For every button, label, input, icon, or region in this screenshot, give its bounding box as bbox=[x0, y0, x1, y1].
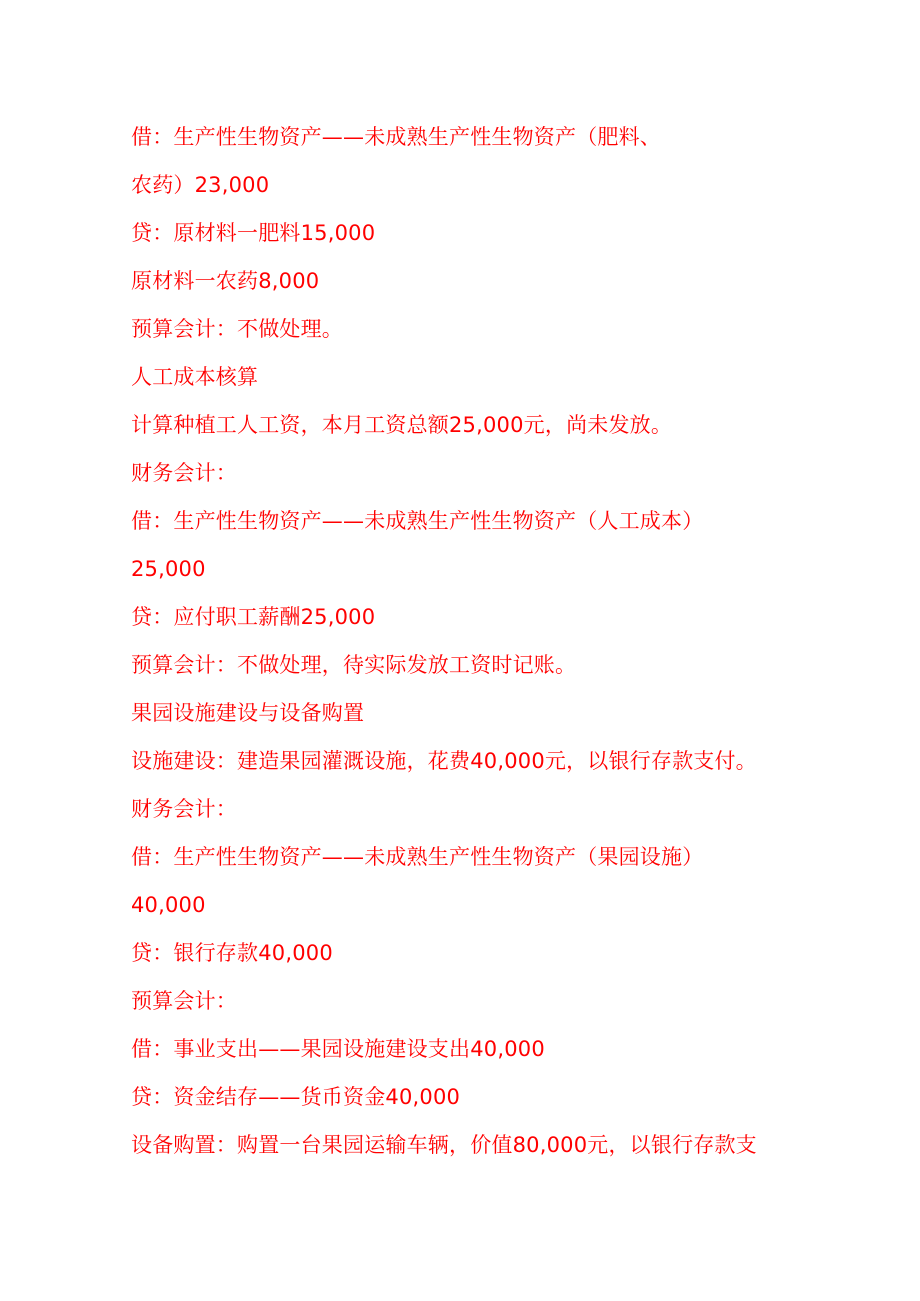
text-line: 贷：应付职工薪酬25,000 bbox=[131, 605, 376, 629]
text-line: 借：生产性生物资产——未成熟生产性生物资产（人工成本） bbox=[131, 509, 704, 533]
text-line: 40,000 bbox=[131, 893, 206, 917]
text-line: 25,000 bbox=[131, 557, 206, 581]
section-heading: 人工成本核算 bbox=[131, 365, 259, 389]
section-heading: 果园设施建设与设备购置 bbox=[131, 701, 365, 725]
text-line: 贷：原材料一肥料15,000 bbox=[131, 221, 376, 245]
document-body bbox=[131, 113, 811, 1169]
text-line: 借：生产性生物资产——未成熟生产性生物资产（肥料、 bbox=[131, 125, 661, 149]
text-line: 设施建设：建造果园灌溉设施，花费40,000元，以银行存款支付。 bbox=[131, 749, 757, 773]
text-line: 财务会计： bbox=[131, 461, 237, 485]
text-line: 设备购置：购置一台果园运输车辆，价值80,000元，以银行存款支 bbox=[131, 1133, 757, 1157]
text-line: 预算会计：不做处理，待实际发放工资时记账。 bbox=[131, 653, 577, 677]
text-line: 预算会计：不做处理。 bbox=[131, 317, 343, 341]
text-line: 贷：银行存款40,000 bbox=[131, 941, 333, 965]
text-line: 贷：资金结存——货币资金40,000 bbox=[131, 1085, 461, 1109]
text-line: 财务会计： bbox=[131, 797, 237, 821]
text-line: 借：事业支出——果园设施建设支出40,000 bbox=[131, 1037, 545, 1061]
text-line: 借：生产性生物资产——未成熟生产性生物资产（果园设施） bbox=[131, 845, 704, 869]
text-line: 农药）23,000 bbox=[131, 173, 270, 197]
text-line: 预算会计： bbox=[131, 989, 237, 1013]
text-line: 计算种植工人工资，本月工资总额25,000元，尚未发放。 bbox=[131, 413, 673, 437]
text-line: 原材料一农药8,000 bbox=[131, 269, 320, 293]
